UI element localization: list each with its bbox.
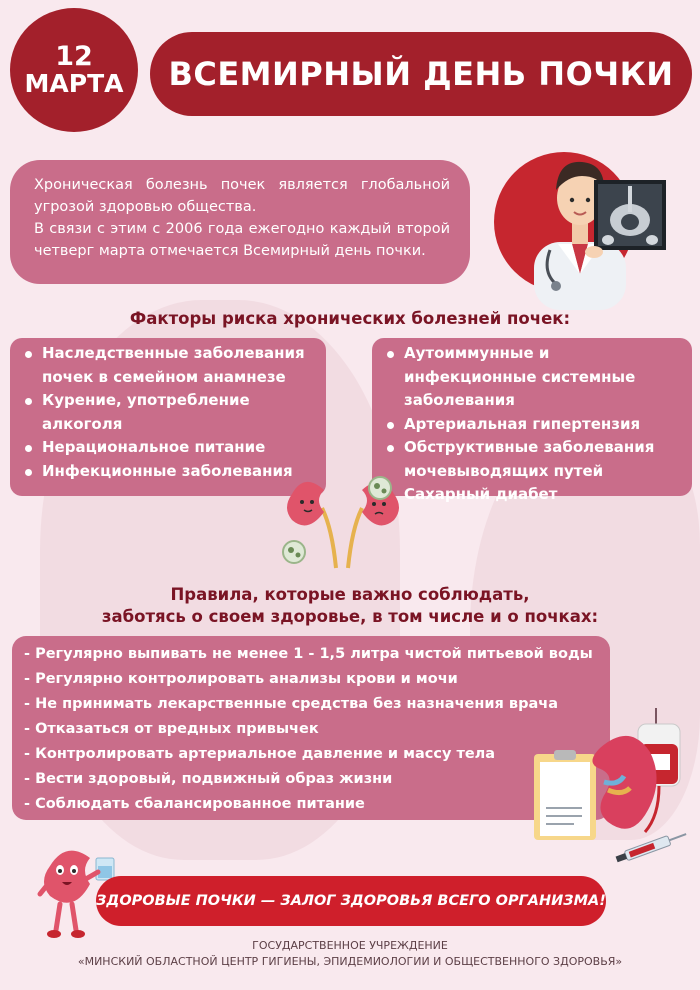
kidneys-illustration xyxy=(278,474,408,570)
risk-item: Наследственные заболевания почек в семейном анамнезе xyxy=(22,342,318,389)
risk-item: Обструктивные заболевания мочевыводящих путей xyxy=(384,436,684,483)
rule-item: - Регулярно контролировать анализы крови и мочи xyxy=(24,671,458,687)
rule-item: - Контролировать артериальное давление и массу тела xyxy=(24,746,496,762)
page-title: ВСЕМИРНЫЙ ДЕНЬ ПОЧКИ xyxy=(150,32,692,116)
rule-item: - Не принимать лекарственные средства без назначения врача xyxy=(24,696,558,712)
rule-item: - Отказаться от вредных привычек xyxy=(24,721,319,737)
risk-item: Сахарный диабет xyxy=(384,483,684,507)
rules-title-line-1: Правила, которые важно соблюдать, xyxy=(170,585,530,604)
rule-item: - Соблюдать сбалансированное питание xyxy=(24,796,365,812)
medical-illustration xyxy=(530,708,696,868)
slogan-banner: ЗДОРОВЫЕ ПОЧКИ — ЗАЛОГ ЗДОРОВЬЯ ВСЕГО ОРГАНИЗМА! xyxy=(96,876,606,926)
risk-item: Нерациональное питание xyxy=(22,436,318,460)
intro-line-2: В связи с этим с 2006 года ежегодно каждый второй четверг марта отмечается Всемирный день почки. xyxy=(34,221,450,259)
rule-item: - Регулярно выпивать не менее 1 - 1,5 литра чистой питьевой воды xyxy=(24,646,593,662)
risk-item: Курение, употребление алкоголя xyxy=(22,389,318,436)
footer-line-2: «МИНСКИЙ ОБЛАСТНОЙ ЦЕНТР ГИГИЕНЫ, ЭПИДЕМИОЛОГИИ И ОБЩЕСТВЕННОГО ЗДОРОВЬЯ» xyxy=(77,955,623,968)
risk-factors-right-box xyxy=(372,338,692,503)
rules-title-line-2: заботясь о своем здоровье, в том числе и о почках: xyxy=(101,607,599,626)
footer-line-1: ГОСУДАРСТВЕННОЕ УЧРЕЖДЕНИЕ xyxy=(252,939,448,952)
risk-factors-left-box xyxy=(10,338,326,496)
intro-line-1: Хроническая болезнь почек является глобальной угрозой здоровью общества. xyxy=(34,177,450,215)
doctor-illustration xyxy=(488,124,688,310)
footer xyxy=(0,938,700,970)
date-month: МАРТА xyxy=(24,69,124,99)
date-day: 12 xyxy=(55,40,93,72)
risk-factors-title: Факторы риска хронических болезней почек: xyxy=(129,309,571,328)
rules-title xyxy=(0,584,700,628)
intro-text-box xyxy=(10,160,470,284)
risk-item: Артериальная гипертензия xyxy=(384,413,684,437)
date-badge xyxy=(10,8,138,132)
risk-item: Аутоиммунные и инфекционные системные заболевания xyxy=(384,342,684,413)
rules-box xyxy=(12,636,610,820)
risk-item: Инфекционные заболевания xyxy=(22,460,318,484)
rule-item: - Вести здоровый, подвижный образ жизни xyxy=(24,771,393,787)
